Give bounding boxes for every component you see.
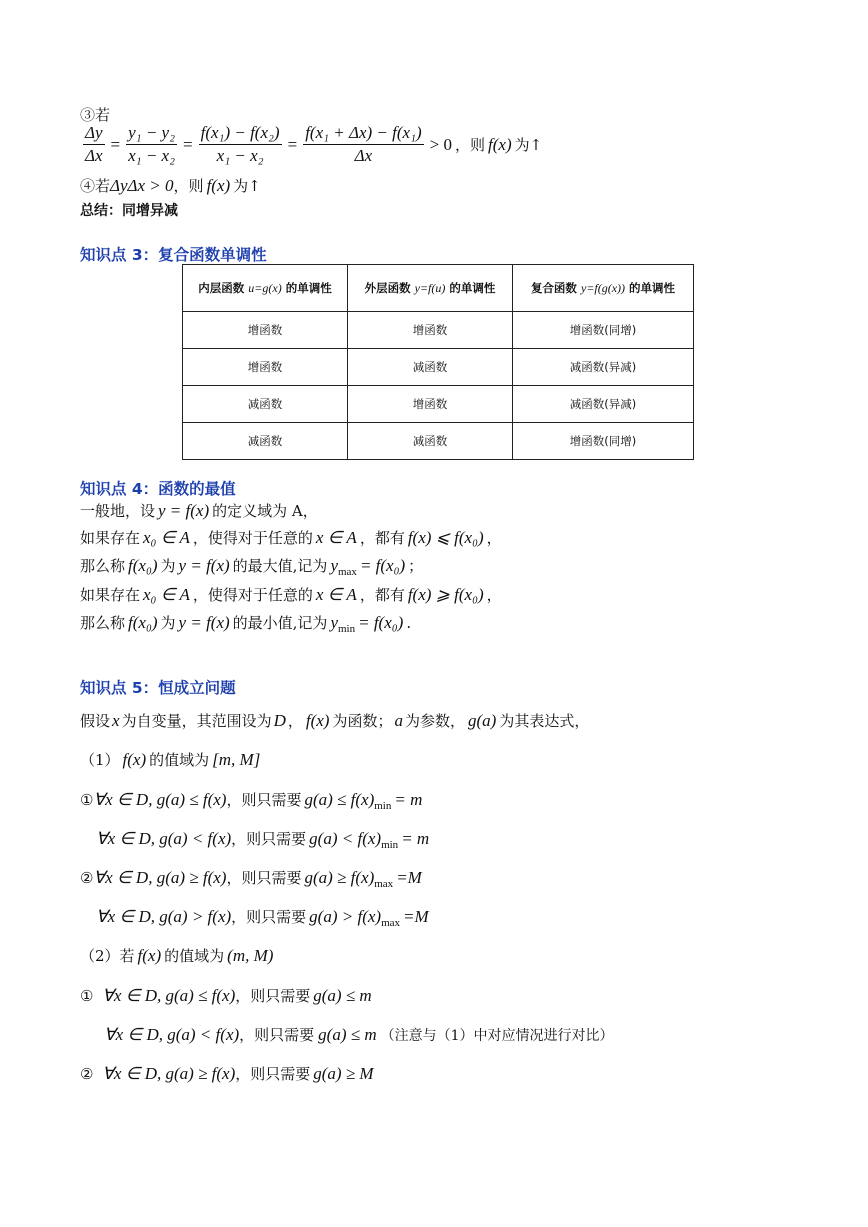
kp5-case-1: （1） f(x) 的值域为 [m, M] — [80, 750, 261, 769]
kp4-heading: 知识点 4：函数的最值 — [80, 480, 236, 498]
kp4-line-1: 一般地，设 y = f(x) 的定义域为 A， — [80, 501, 318, 520]
kp5-intro: 假设 x 为自变量，其范围设为 D ， f(x) 为函数； a 为参数， g(a) 为其表达式， — [80, 711, 590, 730]
table-cell: 减函数 — [348, 349, 513, 386]
kp5-rule-7: ② ∀x ∈ D, g(a) ≥ f(x)，则只需要 g(a) ≥ M — [80, 1064, 374, 1083]
kp5-rule-4: ∀x ∈ D, g(a) > f(x)，则只需要 $g(a) > f(x)_{max} =M$ — [96, 907, 429, 929]
table-cell: 增函数 — [348, 312, 513, 349]
kp5-heading: 知识点 5：恒成立问题 — [80, 679, 236, 697]
table-row — [183, 386, 694, 423]
kp4-line-4: 如果存在 x₀ ∈ A ，使得对于任意的 x ∈ A ，都有 f(x) ⩾ f(x₀) ， — [80, 585, 502, 604]
table-cell: 减函数(异减) — [513, 386, 694, 423]
table-header-row — [183, 265, 694, 312]
table-cell: 增函数 — [183, 349, 348, 386]
table-cell: 减函数 — [348, 423, 513, 460]
fraction-y-x: $\frac{\text{y₁ − y₂}}{\text{x₁ − x₂}}$ — [128, 123, 176, 165]
item3-formula: $\frac{\Delta y}{\Delta x}$ = $\frac{\text{y₁ − y₂}}{\text{x₁ − x₂}}$ = $\frac{\text{f(x₁) − f(x₂)}}{\text{x₁ − x₂}}$ = $\frac{\text{f(x₁ + Δx) − f(x₁)}}{\Delta x}$ > 0 ，则 f(x) 为↑ — [85, 123, 543, 165]
table-row — [183, 312, 694, 349]
item3-label: ③若 — [80, 106, 111, 124]
fraction-dy-dx: $\frac{\Delta y}{\Delta x}$ — [85, 123, 103, 165]
table-cell: 减函数 — [183, 423, 348, 460]
table-cell: 减函数(异减) — [513, 349, 694, 386]
table-cell: 增函数 — [348, 386, 513, 423]
kp3-heading: 知识点 3：复合函数单调性 — [80, 246, 267, 264]
kp5-rule-1: ①∀x ∈ D, g(a) ≤ f(x)，则只需要 $g(a) \le f(x)_{min} = m$ — [80, 790, 423, 812]
table-cell: 减函数 — [183, 386, 348, 423]
kp4-line-3: 那么称 f(x₀) 为 y = f(x) 的最大值,记为 $y_{max} = f(x_0)$ ； — [80, 556, 424, 578]
kp4-line-5: 那么称 f(x₀) 为 y = f(x) 的最小值,记为 $y_{min} = f(x_0)$ . — [80, 613, 412, 635]
fraction-fx-diff: $\frac{\text{f(x₁) − f(x₂)}}{\text{x₁ − x₂}}$ — [200, 123, 280, 165]
table-header-cell: 外层函数 y=f(u) 的单调性 — [348, 265, 513, 312]
table-cell: 增函数(同增) — [513, 312, 694, 349]
table-row — [183, 349, 694, 386]
table-cell: 增函数 — [183, 312, 348, 349]
kp5-rule-2: ∀x ∈ D, g(a) < f(x)，则只需要 $g(a) < f(x)_{min} = m$ — [96, 829, 430, 851]
table-cell: 增函数(同增) — [513, 423, 694, 460]
fraction-fx-delta: $\frac{\text{f(x₁ + Δx) − f(x₁)}}{\Delta x}$ — [305, 123, 422, 165]
table-header-cell: 复合函数 y=f(g(x)) 的单调性 — [513, 265, 694, 312]
table-header-cell: 内层函数 u=g(x) 的单调性 — [183, 265, 348, 312]
kp5-rule-6: ∀x ∈ D, g(a) < f(x)，则只需要 g(a) ≤ m （注意与（1）中对应情况进行对比） — [104, 1025, 614, 1044]
kp5-case-2: （2）若 f(x) 的值域为 (m, M) — [80, 946, 274, 965]
summary-text: 总结：同增异减 — [80, 203, 178, 219]
monotonicity-table — [182, 264, 694, 460]
kp5-rule-3: ②∀x ∈ D, g(a) ≥ f(x)，则只需要 $g(a) \ge f(x)_{max} =M$ — [80, 868, 422, 890]
item4-line: ④若ΔyΔx > 0，则 f(x) 为↑ — [80, 176, 261, 195]
table-row — [183, 423, 694, 460]
kp4-line-2: 如果存在 x₀ ∈ A ，使得对于任意的 x ∈ A ，都有 f(x) ⩽ f(x₀) ， — [80, 528, 502, 547]
kp5-rule-5: ① ∀x ∈ D, g(a) ≤ f(x)，则只需要 g(a) ≤ m — [80, 986, 372, 1005]
